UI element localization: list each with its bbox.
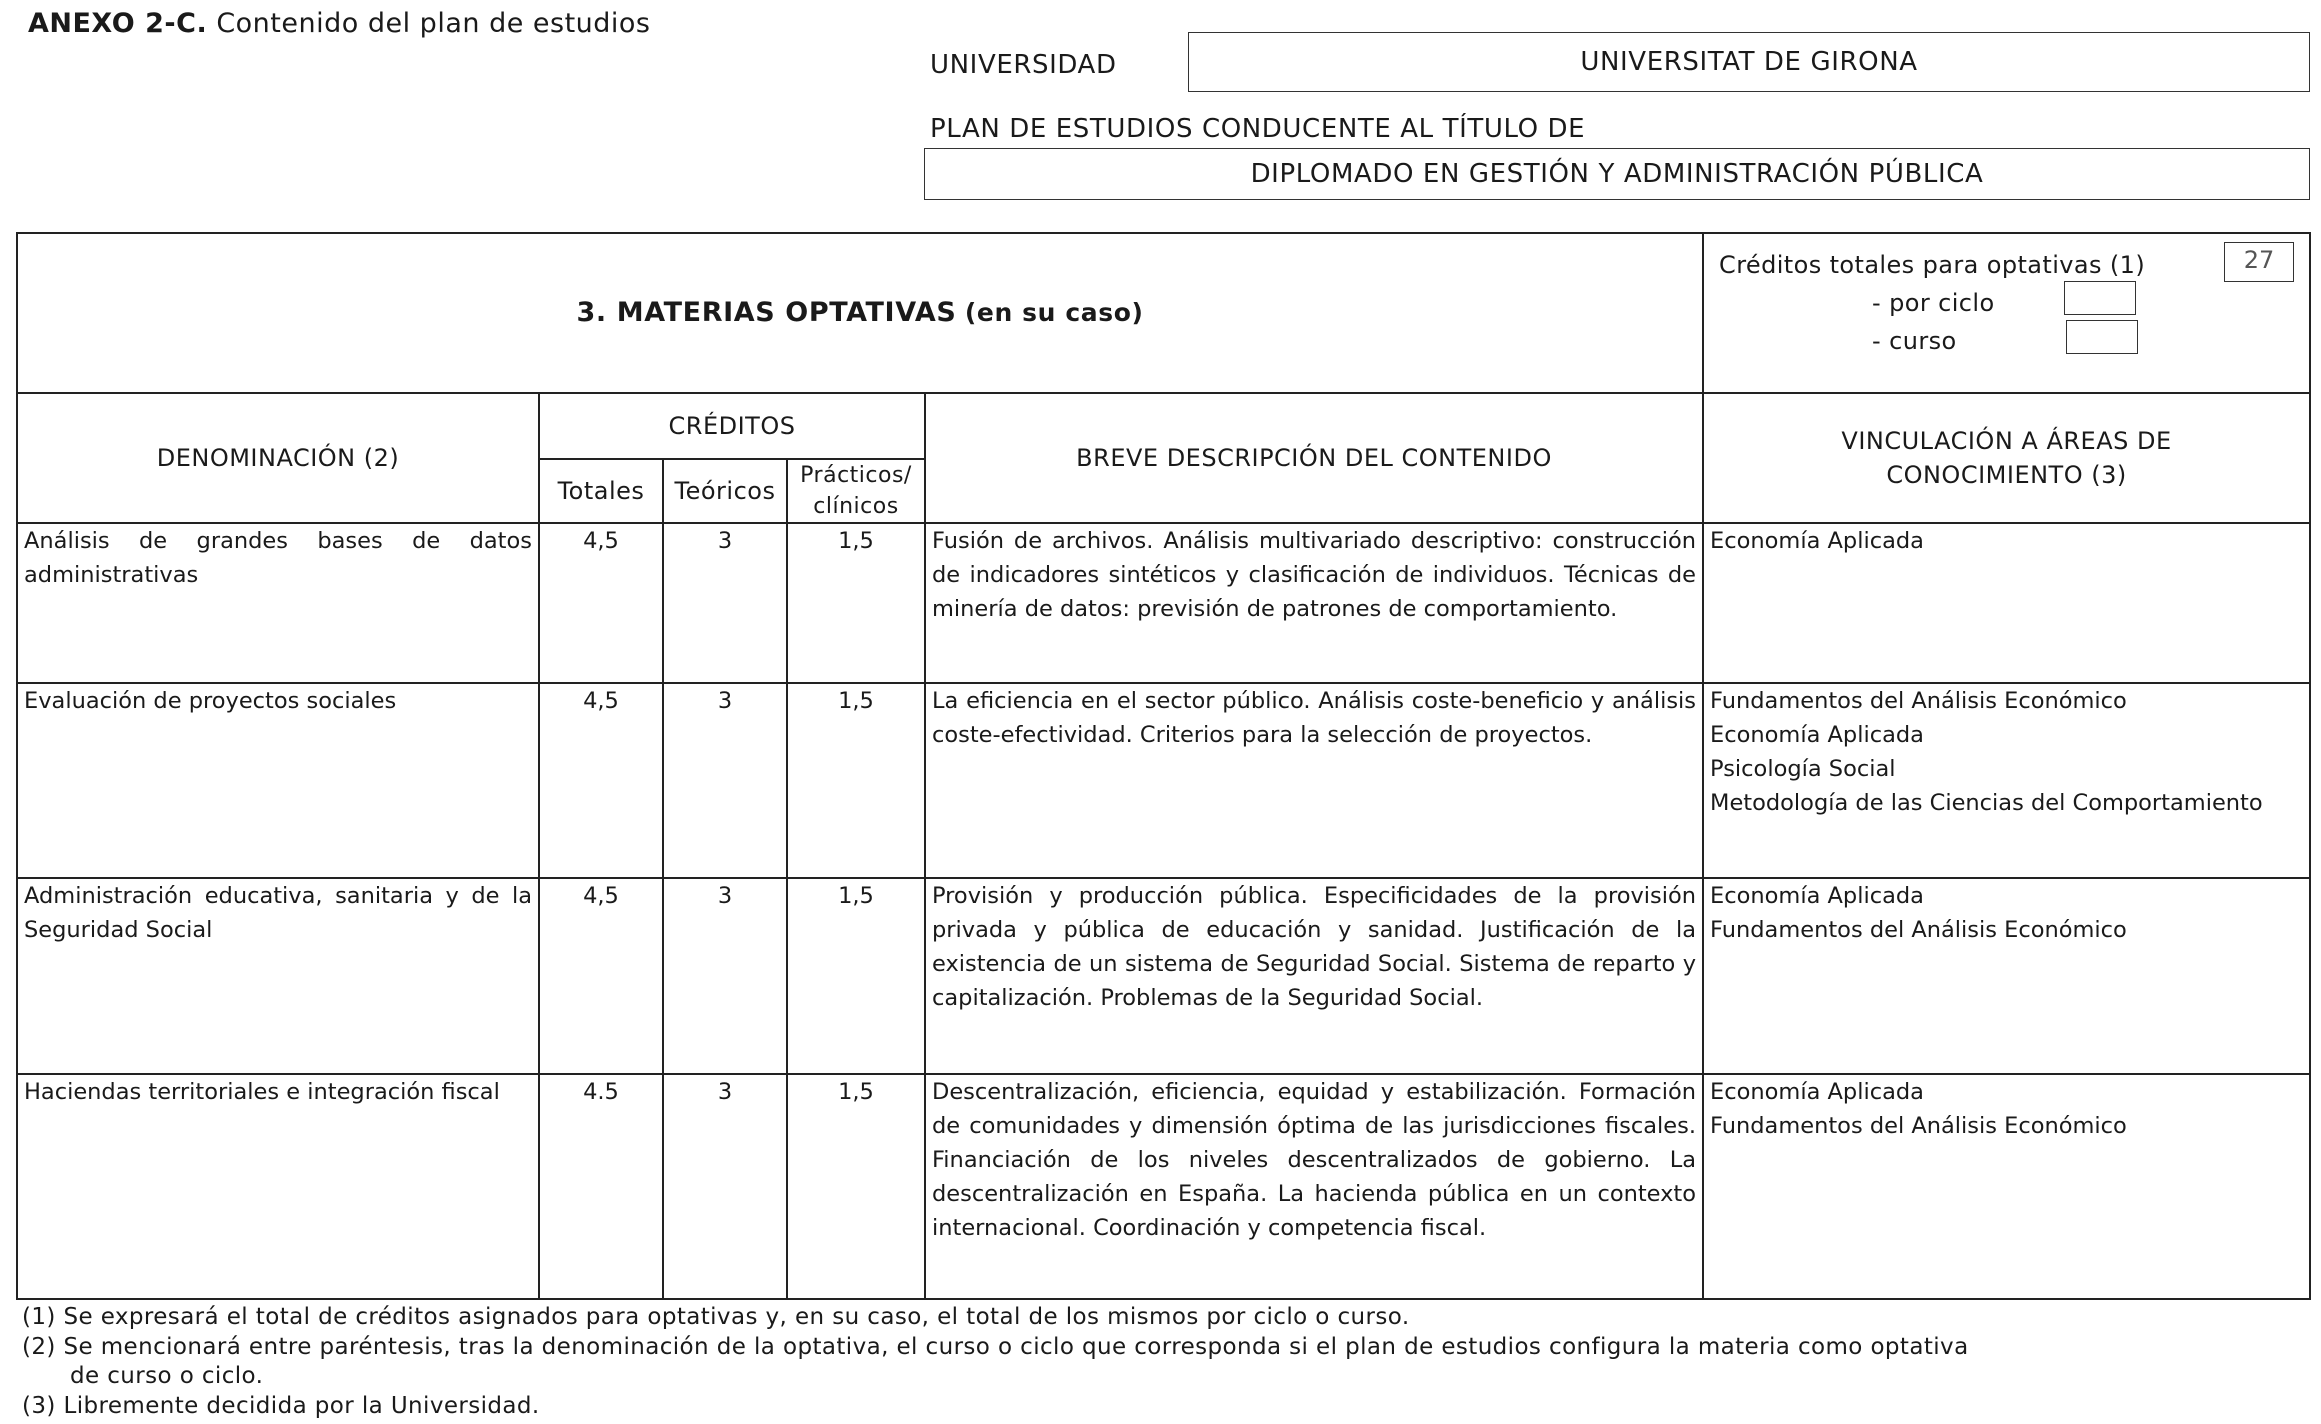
area-item: Economía Aplicada xyxy=(1710,528,1924,554)
table-row xyxy=(17,878,2310,1074)
footnote-2: (2) Se mencionará entre paréntesis, tras la denominación de la optativa, el curso o ciclo que corresponda si el plan de estudios configura la materia como optativa xyxy=(22,1334,1969,1360)
annex-title xyxy=(28,8,651,39)
area-item: Economía Aplicada xyxy=(1710,883,1924,909)
col-denominacion: DENOMINACIÓN (2) xyxy=(17,393,539,523)
subject-name: Administración educativa, sanitaria y de la Seguridad Social xyxy=(17,878,539,1074)
credits-practicos: 1,5 xyxy=(787,1074,925,1299)
credits-practicos: 1,5 xyxy=(787,683,925,878)
credits-total-value: 27 xyxy=(2224,242,2294,282)
credits-practicos: 1,5 xyxy=(787,523,925,683)
subject-description: Descentralización, eficiencia, equidad y estabilización. Formación de comunidades y dimensión óptima de las jurisdicciones fiscales. Financiación de los niveles descentralizados de gobierno. La descentralización en España. La hacienda pública en un contexto internacional. Coordinación y competencia fiscal. xyxy=(925,1074,1703,1299)
plan-label: PLAN DE ESTUDIOS CONDUCENTE AL TÍTULO DE xyxy=(930,114,1586,144)
area-item: Economía Aplicada xyxy=(1710,722,1924,748)
credits-teoricos: 3 xyxy=(663,1074,787,1299)
section-title: 3. MATERIAS OPTATIVAS (en su caso) xyxy=(17,233,1703,393)
subject-name: Evaluación de proyectos sociales xyxy=(17,683,539,878)
university-value: UNIVERSITAT DE GIRONA xyxy=(1580,47,1918,77)
subject-name: Análisis de grandes bases de datos administrativas xyxy=(17,523,539,683)
optional-credits-cell xyxy=(1703,233,2310,393)
area-item: Fundamentos del Análisis Económico xyxy=(1710,688,2127,714)
subject-name: Haciendas territoriales e integración fiscal xyxy=(17,1074,539,1299)
credits-teoricos: 3 xyxy=(663,683,787,878)
plan-value: DIPLOMADO EN GESTIÓN Y ADMINISTRACIÓN PÚBLICA xyxy=(1250,159,1984,189)
credits-total-label: Créditos totales para optativas (1) xyxy=(1719,251,2146,279)
col-totales: Totales xyxy=(539,459,663,523)
knowledge-areas xyxy=(1703,878,2310,1074)
credits-totales: 4,5 xyxy=(539,683,663,878)
per-cycle-label: - por ciclo xyxy=(1872,289,1995,317)
area-item: Psicología Social xyxy=(1710,756,1896,782)
optional-subjects-table xyxy=(16,232,2311,1300)
per-course-box xyxy=(2066,320,2138,354)
university-label: UNIVERSIDAD xyxy=(930,50,1117,80)
footnote-3: (3) Libremente decidida por la Universidad. xyxy=(22,1393,540,1419)
table-row xyxy=(17,683,2310,878)
annex-text: Contenido del plan de estudios xyxy=(216,8,651,39)
per-course-label: - curso xyxy=(1872,327,1957,355)
credits-totales: 4,5 xyxy=(539,878,663,1074)
knowledge-areas xyxy=(1703,683,2310,878)
col-practicos: Prácticos/ clínicos xyxy=(787,459,925,523)
annex-label: ANEXO 2-C. xyxy=(28,8,208,39)
per-cycle-box xyxy=(2064,281,2136,315)
footnote-1: (1) Se expresará el total de créditos asignados para optativas y, en su caso, el total de los mismos por ciclo o curso. xyxy=(22,1304,1410,1330)
credits-teoricos: 3 xyxy=(663,523,787,683)
credits-totales: 4,5 xyxy=(539,523,663,683)
subject-description: Fusión de archivos. Análisis multivariado descriptivo: construcción de indicadores sintéticos y clasificación de individuos. Técnicas de minería de datos: previsión de patrones de comportamiento. xyxy=(925,523,1703,683)
table-row xyxy=(17,523,2310,683)
area-item: Fundamentos del Análisis Económico xyxy=(1710,1113,2127,1139)
area-item: Fundamentos del Análisis Económico xyxy=(1710,917,2127,943)
area-item: Metodología de las Ciencias del Comportamiento xyxy=(1710,790,2263,816)
credits-practicos: 1,5 xyxy=(787,878,925,1074)
university-field xyxy=(1188,32,2310,92)
subject-description: Provisión y producción pública. Especificidades de la provisión privada y pública de educación y sanidad. Justificación de la existencia de un sistema de Seguridad Social. Sistema de reparto y capitalización. Problemas de la Seguridad Social. xyxy=(925,878,1703,1074)
col-creditos: CRÉDITOS xyxy=(539,393,925,459)
knowledge-areas xyxy=(1703,523,2310,683)
col-vinculacion: VINCULACIÓN A ÁREAS DE CONOCIMIENTO (3) xyxy=(1703,393,2310,523)
area-item: Economía Aplicada xyxy=(1710,1079,1924,1105)
col-descripcion: BREVE DESCRIPCIÓN DEL CONTENIDO xyxy=(925,393,1703,523)
footnote-2-cont: de curso o ciclo. xyxy=(70,1363,264,1389)
table-row xyxy=(17,1074,2310,1299)
knowledge-areas xyxy=(1703,1074,2310,1299)
credits-teoricos: 3 xyxy=(663,878,787,1074)
subject-description: La eficiencia en el sector público. Análisis coste-beneficio y análisis coste-efectividad. Criterios para la selección de proyectos. xyxy=(925,683,1703,878)
credits-totales: 4.5 xyxy=(539,1074,663,1299)
plan-field xyxy=(924,148,2310,200)
col-teoricos: Teóricos xyxy=(663,459,787,523)
